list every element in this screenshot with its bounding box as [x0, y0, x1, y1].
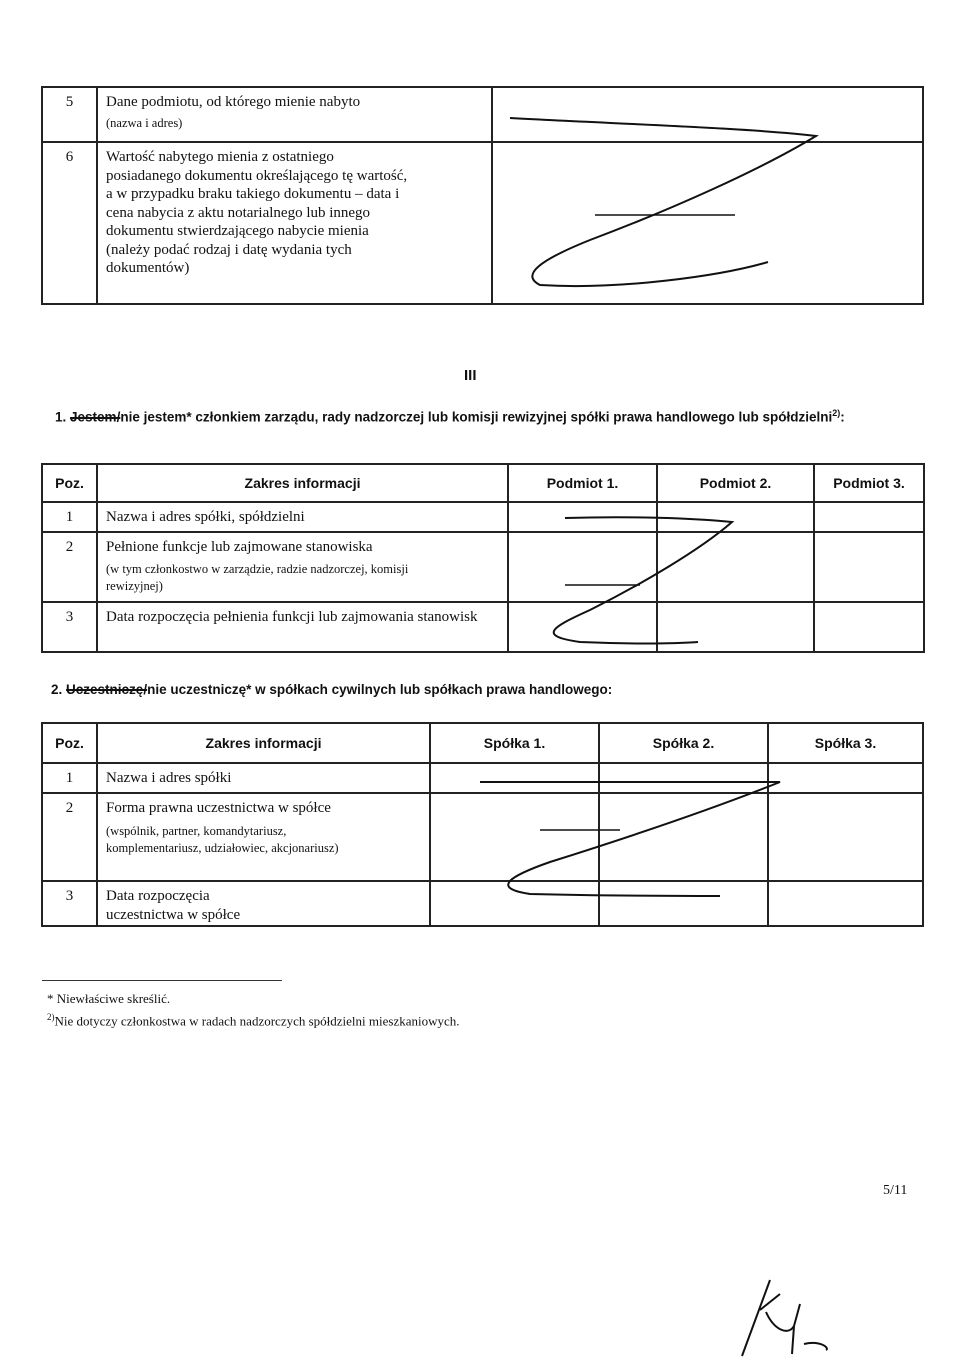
header-entity-2: Podmiot 2.: [657, 464, 814, 502]
row-label: Data rozpoczęcia pełnienia funkcji lub zajmowania stanowisk: [97, 602, 508, 652]
value-cell: [814, 532, 924, 602]
row-note: (nazwa i adres): [106, 116, 183, 130]
row-label-text: Wartość nabytego mienia z ostatniego posiadanego dokumentu określającego tę wartość, a w przypadku braku takiego dokumentu – data i cena nabycia z aktu notarialnego lub innego dokumentu stwierdzającego nabycie mienia (należy podać rodzaj i datę wydania tych dokumentów): [106, 149, 408, 276]
cancel-scribble-icon: [520, 510, 760, 650]
row-number: 1: [42, 763, 97, 793]
row-number: 1: [42, 502, 97, 532]
table-header-row: [42, 723, 923, 763]
row-label: Nazwa i adres spółki, spółdzielni: [97, 502, 508, 532]
table-row: [42, 532, 924, 602]
question-1: [55, 403, 915, 428]
row-label-text: Forma prawna uczestnictwa w spółce: [106, 800, 331, 816]
header-scope: Zakres informacji: [97, 464, 508, 502]
header-poz: Poz.: [42, 464, 97, 502]
row-label: Nazwa i adres spółki: [97, 763, 430, 793]
header-company-2: Spółka 2.: [599, 723, 768, 763]
value-cell: [814, 602, 924, 652]
struck-option: Jestem/: [70, 409, 121, 425]
company-roles-table: [41, 463, 925, 653]
footnote-2: [47, 1012, 460, 1029]
section-heading: III: [464, 367, 477, 384]
footnote-divider: [42, 980, 282, 981]
row-number: 6: [42, 142, 97, 304]
row-note: (w tym członkostwo w zarządzie, radzie nadzorczej, komisji rewizyjnej): [106, 562, 409, 593]
cancel-scribble-icon: [500, 110, 830, 300]
footnote-text: Nie dotyczy członkostwa w radach nadzorczych spółdzielni mieszkaniowych.: [54, 1013, 460, 1029]
question-2: [51, 682, 612, 697]
row-label-text: Dane podmiotu, od którego mienie nabyto: [106, 94, 361, 110]
question-text: nie uczestniczę* w spółkach cywilnych lub spółkach prawa handlowego:: [147, 682, 613, 697]
question-number: 2.: [51, 682, 63, 697]
question-number: 1.: [55, 409, 67, 425]
header-company-3: Spółka 3.: [768, 723, 923, 763]
header-entity-1: Podmiot 1.: [508, 464, 657, 502]
row-number: 3: [42, 881, 97, 926]
row-number: 2: [42, 532, 97, 602]
row-label: [97, 142, 492, 304]
row-number: 2: [42, 793, 97, 881]
value-cell: [814, 502, 924, 532]
row-note: (wspólnik, partner, komandytariusz, komplementariusz, udziałowiec, akcjonariusz): [106, 824, 339, 855]
row-label-text: Pełnione funkcje lub zajmowane stanowiska: [106, 539, 373, 555]
header-poz: Poz.: [42, 723, 97, 763]
signature-icon: [730, 1270, 840, 1360]
header-company-1: Spółka 1.: [430, 723, 599, 763]
struck-option: Uczestniczę/: [66, 682, 148, 697]
header-entity-3: Podmiot 3.: [814, 464, 924, 502]
row-number: 5: [42, 87, 97, 142]
question-suffix: :: [840, 409, 845, 425]
table-header-row: [42, 464, 924, 502]
page-number: 5/11: [883, 1183, 908, 1198]
footnote-star: * Niewłaściwe skreślić.: [47, 991, 171, 1006]
table-row: [42, 502, 924, 532]
row-label: [97, 87, 492, 142]
table-row: [42, 602, 924, 652]
header-scope: Zakres informacji: [97, 723, 430, 763]
row-label: [97, 793, 430, 881]
footnote-marker: 2): [47, 1012, 55, 1022]
row-label: [97, 532, 508, 602]
footnote-marker: 2): [832, 408, 841, 418]
question-text: nie jestem* członkiem zarządu, rady nadzorczej lub komisji rewizyjnej spółki prawa handlowego lub spółdzielni: [120, 409, 833, 425]
row-label: Data rozpoczęcia uczestnictwa w spółce: [97, 881, 430, 926]
cancel-scribble-icon: [470, 770, 820, 910]
row-number: 3: [42, 602, 97, 652]
